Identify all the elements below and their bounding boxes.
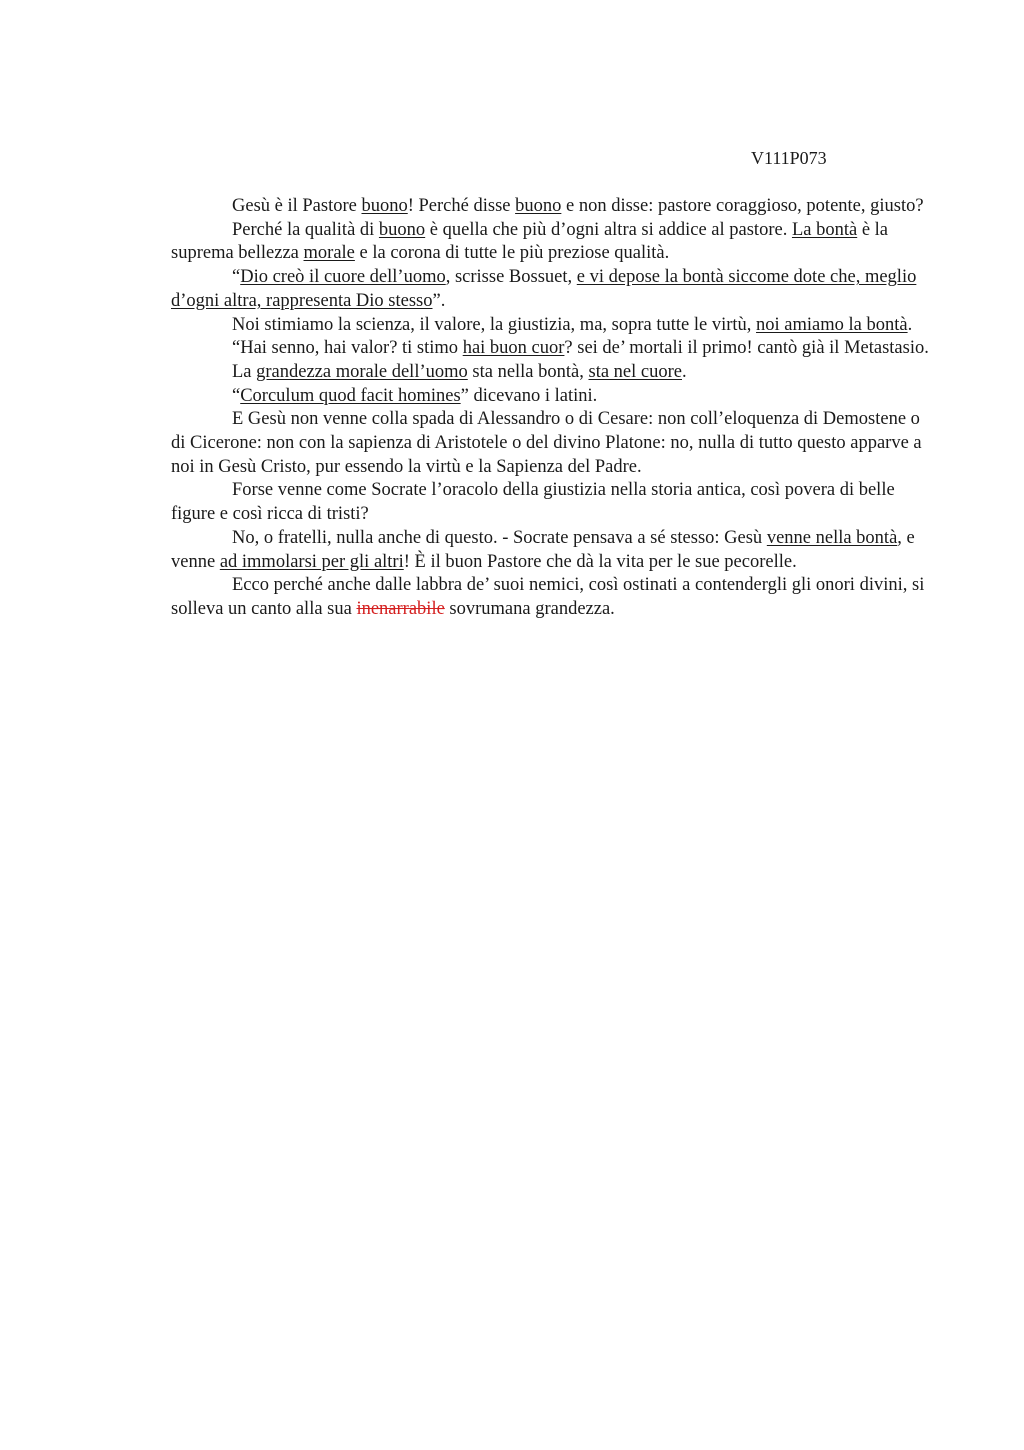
underlined-text: buono: [361, 196, 408, 216]
underlined-text: buono: [515, 196, 562, 216]
text-run: , scrisse Bossuet,: [445, 267, 577, 288]
text-run: Perché la qualità di: [232, 219, 379, 240]
page-identifier: V111P073: [751, 148, 827, 168]
text-run: ”.: [432, 290, 446, 311]
underlined-text: morale: [303, 243, 355, 264]
text-run: sta nella bontà,: [467, 361, 589, 382]
document-body: [171, 195, 931, 622]
paragraph: [171, 195, 931, 219]
text-run: No, o fratelli, nulla anche di questo. - Socrate pensava a sé stesso: Gesù: [232, 527, 767, 548]
deleted-text: inenarrabile: [356, 598, 445, 619]
underlined-text: e vi depose la bontà siccome dote che, meglio d’ogni altra, rappresenta Dio stesso: [171, 267, 917, 311]
text-run: Gesù è il Pastore: [232, 196, 362, 216]
text-run: ” dicevano i latini.: [460, 385, 598, 406]
underlined-text: buono: [378, 219, 426, 240]
text-run: Forse venne come Socrate l’oracolo della giustizia nella storia antica, così povera di belle figure e così ricca di tristi?: [171, 480, 895, 525]
text-run: sovrumana grandezza.: [444, 598, 615, 619]
text-run: e la corona di tutte le più preziose qualità.: [354, 243, 670, 264]
underlined-text: hai buon cuor: [462, 338, 565, 359]
text-run: , e venne: [171, 527, 915, 572]
text-run: Ecco perché anche dalle labbra de’ suoi nemici, così ostinati a contendergli gli onori divini, si solleva un canto alla sua: [171, 575, 925, 619]
underlined-text: sta nel cuore: [588, 361, 682, 382]
text-run: E Gesù non venne colla spada di Alessandro o di Cesare: non coll’eloquenza di Demostene o di Cicerone: non con la sapienza di Aristotele o del divino Platone: no, nulla di tutto questo apparve a noi in Gesù Cristo, pur essendo la virtù e la Sapienza del Padre.: [171, 409, 922, 477]
text-run: ! Perché disse: [407, 196, 516, 216]
text-run: “Hai senno, hai valor? ti stimo: [232, 338, 463, 359]
text-run: .: [682, 361, 687, 382]
paragraph: [171, 361, 931, 385]
paragraph: [171, 266, 931, 313]
underlined-text: ad immolarsi per gli altri: [219, 551, 404, 572]
underlined-text: La bontà: [791, 219, 858, 240]
underlined-text: noi amiamo la bontà: [756, 314, 908, 335]
paragraph: [171, 479, 931, 526]
text-run: e non disse: pastore coraggioso, potente, giusto?: [561, 196, 924, 216]
underlined-text: Corculum quod facit homines: [240, 385, 461, 406]
text-run: .: [907, 314, 913, 335]
text-run: è quella che più d’ogni altra si addice al pastore.: [425, 219, 792, 240]
underlined-text: venne nella bontà: [766, 527, 898, 548]
paragraph: [171, 219, 931, 266]
text-run: “: [232, 267, 241, 288]
paragraph: [171, 337, 931, 361]
underlined-text: grandezza morale dell’uomo: [256, 361, 468, 382]
paragraph: [171, 408, 931, 479]
paragraph: [171, 314, 931, 338]
paragraph: [171, 527, 931, 574]
text-run: “: [232, 385, 241, 406]
text-run: La: [232, 361, 257, 382]
text-run: ? sei de’ mortali il primo! cantò già il Metastasio.: [564, 338, 929, 359]
underlined-text: Dio creò il cuore dell’uomo: [240, 267, 446, 288]
text-run: è la suprema bellezza: [171, 219, 889, 264]
text-run: Noi stimiamo la scienza, il valore, la giustizia, ma, sopra tutte le virtù,: [232, 314, 757, 335]
text-run: ! È il buon Pastore che dà la vita per le sue pecorelle.: [403, 551, 797, 572]
paragraph: [171, 385, 931, 409]
paragraph: [171, 574, 931, 621]
